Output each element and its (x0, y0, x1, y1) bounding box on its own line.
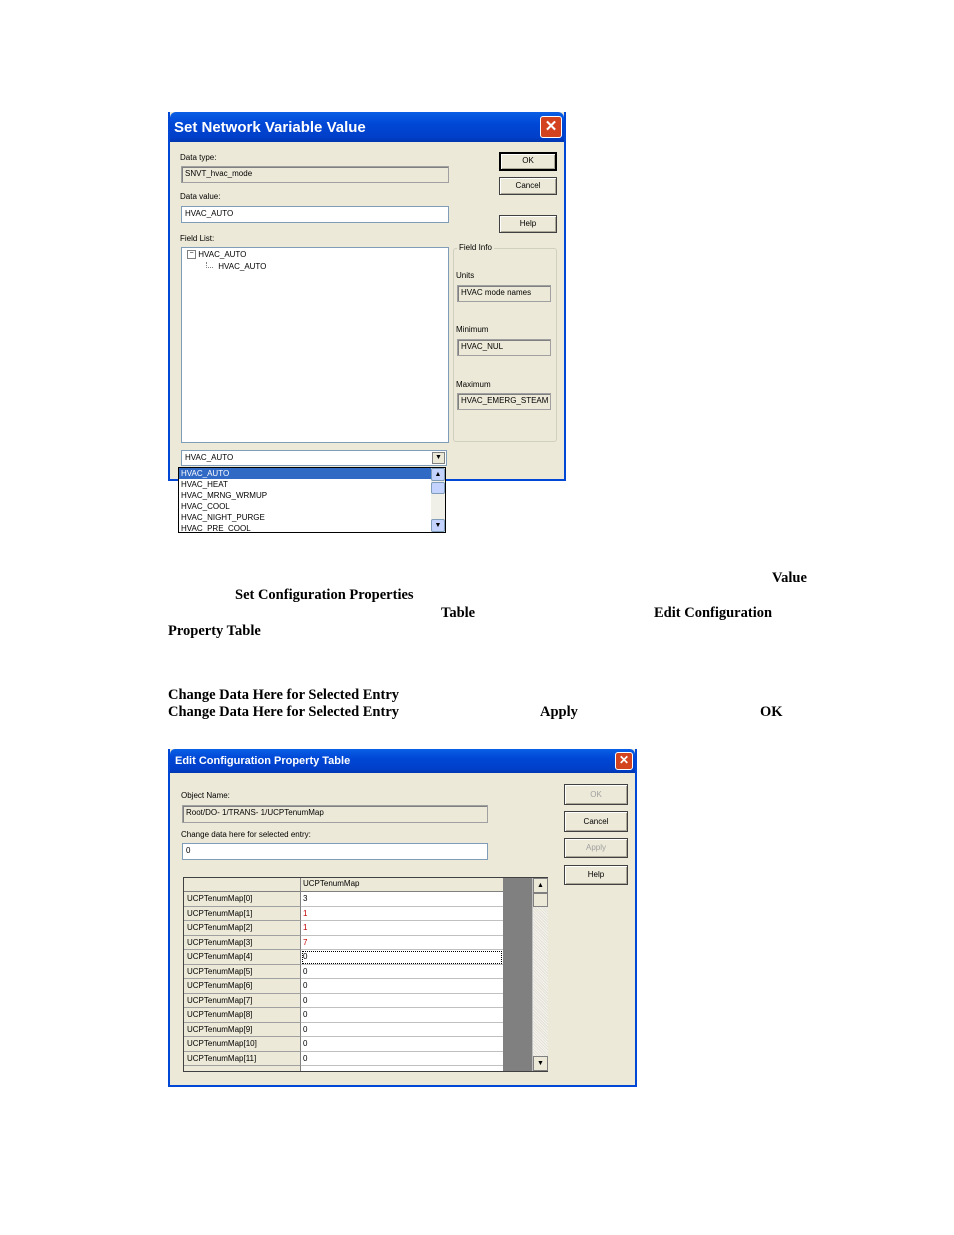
ok-button[interactable]: OK (499, 152, 557, 171)
tree-connector-icon (206, 262, 213, 268)
help-button[interactable]: Help (499, 215, 557, 233)
row-value-cell[interactable]: 0 (301, 965, 503, 980)
doc-text-value: Value (772, 570, 807, 586)
row-name-cell: UCPTenumMap[5] (184, 965, 301, 980)
close-icon[interactable]: ✕ (615, 752, 633, 770)
grid-scrollbar[interactable] (532, 878, 548, 1071)
edit-cp-table-dialog (168, 749, 637, 1087)
doc-text-edit-config: Edit Configuration (654, 605, 773, 621)
row-value-cell[interactable]: 0 (301, 1037, 503, 1052)
change-data-label: Change data here for selected entry: (181, 830, 311, 839)
data-type-field: SNVT_hvac_mode (181, 166, 449, 183)
table-row[interactable] (184, 1023, 503, 1038)
property-table-grid[interactable] (183, 877, 548, 1072)
units-field: HVAC mode names (457, 285, 551, 302)
apply-button[interactable]: Apply (564, 838, 628, 858)
scroll-down-icon[interactable]: ▼ (431, 519, 445, 532)
table-row[interactable] (184, 1008, 503, 1023)
table-row[interactable] (184, 979, 503, 994)
tree-child-node[interactable] (206, 262, 266, 272)
table-row[interactable] (184, 994, 503, 1009)
tree-expand-icon[interactable]: − (187, 250, 196, 259)
row-name-cell: UCPTenumMap[0] (184, 892, 301, 907)
table-row-partial (184, 1066, 503, 1072)
grid-corner-cell (184, 878, 301, 892)
maximum-label: Maximum (456, 380, 491, 389)
field-info-label: Field Info (459, 243, 492, 252)
row-value-cell[interactable]: 0 (301, 1008, 503, 1023)
combo-dropdown-arrow-icon[interactable]: ▼ (432, 452, 445, 464)
dialog-title-bar (170, 112, 564, 142)
table-row[interactable] (184, 1037, 503, 1052)
set-nv-value-dialog (168, 112, 566, 481)
table-row[interactable] (184, 950, 503, 965)
row-name-cell: UCPTenumMap[6] (184, 979, 301, 994)
scroll-up-icon[interactable]: ▲ (431, 468, 445, 481)
combo-dropdown-list[interactable] (178, 467, 446, 533)
table-row[interactable] (184, 892, 503, 907)
doc-text-table: Table (441, 605, 476, 621)
row-name-cell: UCPTenumMap[3] (184, 936, 301, 951)
dialog-title-bar (170, 749, 635, 773)
row-value-cell[interactable]: 0 (301, 950, 503, 965)
dialog-title: Edit Configuration Property Table (175, 755, 351, 767)
cancel-button[interactable]: Cancel (499, 177, 557, 195)
combo-option[interactable]: HVAC_NIGHT_PURGE (181, 513, 265, 522)
row-value-cell[interactable]: 1 (301, 921, 503, 936)
field-list-tree[interactable] (181, 247, 449, 443)
data-value-input[interactable]: HVAC_AUTO (181, 206, 449, 223)
help-button[interactable]: Help (564, 865, 628, 885)
scroll-up-icon[interactable]: ▲ (533, 878, 548, 893)
scroll-down-icon[interactable]: ▼ (533, 1056, 548, 1071)
maximum-field: HVAC_EMERG_STEAM (457, 393, 551, 410)
combo-option[interactable]: HVAC_COOL (181, 502, 230, 511)
combo-option[interactable]: HVAC_AUTO (179, 468, 431, 479)
minimum-field: HVAC_NUL (457, 339, 551, 356)
doc-text-ok: OK (760, 704, 783, 720)
row-name-cell: UCPTenumMap[7] (184, 994, 301, 1009)
dropdown-scrollbar[interactable] (431, 468, 445, 532)
row-name-cell: UCPTenumMap[9] (184, 1023, 301, 1038)
combo-value: HVAC_AUTO (185, 453, 234, 462)
row-value-cell[interactable]: 0 (301, 1023, 503, 1038)
doc-text-change-data-1: Change Data Here for Selected Entry (168, 687, 400, 703)
object-name-field: Root/DO- 1/TRANS- 1/UCPTenumMap (182, 805, 488, 823)
value-combo-box[interactable] (181, 450, 447, 466)
doc-text-apply: Apply (540, 704, 578, 720)
row-name-cell: UCPTenumMap[1] (184, 907, 301, 922)
row-value-cell[interactable]: 0 (301, 994, 503, 1009)
field-list-label: Field List: (180, 234, 215, 243)
grid-header-row (184, 878, 503, 892)
row-name-cell: UCPTenumMap[11] (184, 1052, 301, 1067)
table-row[interactable] (184, 1052, 503, 1067)
combo-option[interactable]: HVAC_PRE_COOL (181, 524, 251, 533)
doc-text-change-data-2: Change Data Here for Selected Entry (168, 704, 400, 720)
data-value-label: Data value: (180, 192, 221, 201)
ok-button[interactable]: OK (564, 784, 628, 805)
row-value-cell[interactable]: 1 (301, 907, 503, 922)
combo-option[interactable]: HVAC_MRNG_WRMUP (181, 491, 268, 500)
table-row[interactable] (184, 921, 503, 936)
row-name-cell: UCPTenumMap[4] (184, 950, 301, 965)
tree-root-label: HVAC_AUTO (198, 250, 247, 259)
scroll-thumb[interactable] (431, 482, 445, 494)
cancel-button[interactable]: Cancel (564, 811, 628, 832)
row-value-cell[interactable]: 3 (301, 892, 503, 907)
row-name-cell: UCPTenumMap[8] (184, 1008, 301, 1023)
tree-root-node[interactable] (187, 250, 246, 260)
object-name-label: Object Name: (181, 791, 230, 800)
doc-text-set-config: Set Configuration Properties (235, 587, 414, 603)
tree-child-label: HVAC_AUTO (218, 262, 267, 271)
table-row[interactable] (184, 907, 503, 922)
doc-text-prop-table: Property Table (168, 623, 261, 639)
minimum-label: Minimum (456, 325, 489, 334)
data-type-label: Data type: (180, 153, 217, 162)
row-name-cell: UCPTenumMap[2] (184, 921, 301, 936)
row-value-cell[interactable]: 0 (301, 1052, 503, 1067)
close-icon[interactable]: ✕ (540, 116, 562, 138)
row-name-cell (184, 1066, 301, 1072)
row-value-cell (301, 1066, 503, 1072)
table-row[interactable] (184, 936, 503, 951)
dialog-title: Set Network Variable Value (174, 119, 366, 136)
row-name-cell: UCPTenumMap[10] (184, 1037, 301, 1052)
row-value-cell[interactable]: 7 (301, 936, 503, 951)
combo-option[interactable]: HVAC_HEAT (181, 480, 228, 489)
grid-column-header: UCPTenumMap (303, 879, 360, 888)
table-row[interactable] (184, 965, 503, 980)
change-data-input[interactable]: 0 (182, 843, 488, 860)
scroll-thumb[interactable] (533, 893, 548, 907)
row-value-cell[interactable]: 0 (301, 979, 503, 994)
units-label: Units (456, 271, 475, 280)
